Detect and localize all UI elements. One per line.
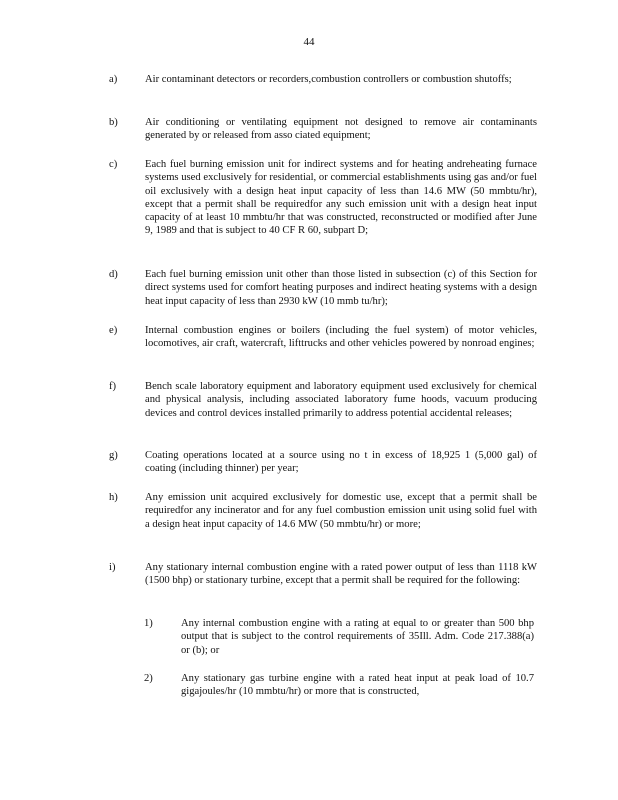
item-label: d) bbox=[109, 269, 118, 280]
item-text: Any stationary internal combustion engine with a rated power output of less than 1118 kW (1500 bhp) or stationary turbine, except that a permit shall be required for the following: bbox=[145, 562, 537, 587]
item-text: Internal combustion engines or boilers (including the fuel system) of motor vehicles, locomotives, air craft, watercraft, lifttrucks and other vehicles powered by nonroad engines; bbox=[145, 325, 537, 350]
page-number: 44 bbox=[303, 36, 315, 48]
item-text: Coating operations located at a source using no t in excess of 18,925 1 (5,000 gal) of coating (including thinner) per year; bbox=[145, 450, 537, 475]
subitem-text: Any internal combustion engine with a rating at equal to or greater than 500 bhp output that is subject to the control requirements of 35Ill. Adm. Code 217.388(a) or (b); or bbox=[181, 618, 534, 656]
item-text: Each fuel burning emission unit for indirect systems and for heating andreheating furnace systems used exclusively for residential, or commercial establishments using gas and/or fuel oil exclusively with a design heat input capacity of less than 14.6 MW (50 mmbtu/hr), except that a permit shall be requiredfor any such emission unit with a design heat input capacity of at least 10 mmbtu/hr that was constructed, reconstructed or modified after June 9, 1989 and that is subject to 40 CF R 60, subpart D; bbox=[145, 159, 537, 237]
item-label: c) bbox=[109, 159, 118, 170]
item-label: e) bbox=[109, 325, 118, 336]
subitem-text: Any stationary gas turbine engine with a rated heat input at peak load of 10.7 gigajoules/hr (10 mmbtu/hr) or more that is constructed, bbox=[181, 673, 534, 698]
item-label: f) bbox=[109, 381, 117, 392]
item-label: a) bbox=[109, 74, 118, 85]
item-text: Each fuel burning emission unit other than those listed in subsection (c) of this Section for direct systems used for comfort heating purposes and indirect heating systems with a design heat input capacity of less than 2930 kW (10 mmb tu/hr); bbox=[145, 269, 537, 307]
subitem-label: 2) bbox=[144, 673, 153, 684]
item-label: g) bbox=[109, 450, 118, 461]
item-label: b) bbox=[109, 117, 118, 128]
item-label: i) bbox=[109, 562, 116, 573]
item-text: Air conditioning or ventilating equipment not designed to remove air contaminants generated by or released from asso ciated equipment; bbox=[145, 117, 537, 142]
subitem-label: 1) bbox=[144, 618, 153, 629]
item-label: h) bbox=[109, 492, 118, 503]
item-text: Any emission unit acquired exclusively for domestic use, except that a permit shall be requiredfor any incinerator and for any fuel combustion emission unit using solid fuel with a design heat input capacity of 14.6 MW (50 mmbtu/hr) or more; bbox=[145, 492, 537, 530]
item-text: Air contaminant detectors or recorders,combustion controllers or combustion shutoffs; bbox=[145, 74, 512, 85]
item-text: Bench scale laboratory equipment and laboratory equipment used exclusively for chemical and physical analysis, including associated laboratory fume hoods, vacuum producing devices and control devices installed primarily to address potential accidental releases; bbox=[145, 381, 537, 419]
